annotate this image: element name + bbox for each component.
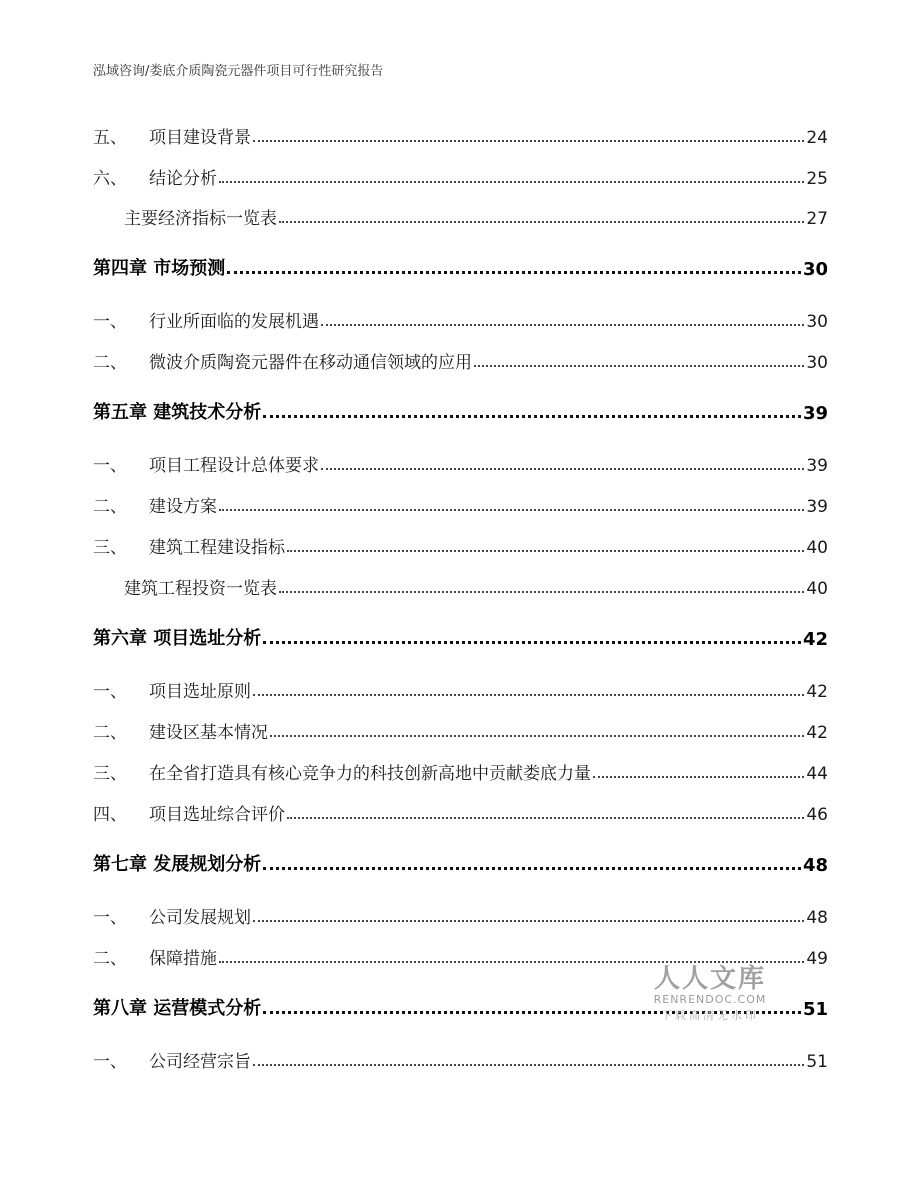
toc-entry-label: 保障措施	[149, 949, 217, 969]
toc-chapter-page: 48	[802, 855, 828, 876]
toc-entry-number: 五、	[93, 128, 127, 148]
toc-entry-label: 项目工程设计总体要求	[149, 456, 319, 476]
toc-entry-number: 二、	[93, 949, 127, 969]
dot-leader	[279, 591, 804, 593]
dot-leader	[253, 140, 804, 142]
toc-entry[interactable]	[124, 203, 828, 229]
dot-leader	[287, 817, 804, 819]
toc-entry-number: 二、	[93, 353, 127, 373]
toc-entry[interactable]	[93, 491, 828, 517]
dot-leader	[253, 1064, 804, 1066]
toc-entry-page: 46	[806, 805, 828, 825]
toc-chapter-label: 第四章 市场预测	[93, 258, 226, 279]
toc-entry-number: 一、	[93, 908, 127, 928]
toc-chapter-label: 第八章 运营模式分析	[93, 998, 262, 1019]
toc-entry-page: 25	[806, 169, 828, 189]
toc-entry-number: 三、	[93, 538, 127, 558]
toc-entry[interactable]	[93, 450, 828, 476]
toc-entry-number: 二、	[93, 723, 127, 743]
toc-entry-number: 二、	[93, 497, 127, 517]
toc-entry-label: 行业所面临的发展机遇	[149, 312, 319, 332]
toc-entry[interactable]	[93, 122, 828, 148]
toc-chapter-page: 42	[802, 629, 828, 650]
dot-leader	[263, 415, 801, 418]
dot-leader	[279, 221, 804, 223]
toc-entry-page: 27	[806, 209, 828, 229]
dot-leader	[219, 181, 804, 183]
toc-entry-page: 44	[806, 764, 828, 784]
toc-chapter-label: 第五章 建筑技术分析	[93, 402, 262, 423]
toc-entry-number: 一、	[93, 456, 127, 476]
toc-entry-label: 结论分析	[149, 169, 217, 189]
toc-chapter-page: 30	[802, 259, 828, 280]
dot-leader	[219, 509, 804, 511]
dot-leader	[263, 641, 801, 644]
toc-entry[interactable]	[93, 902, 828, 928]
toc-entry-number: 六、	[93, 169, 127, 189]
dot-leader	[227, 271, 801, 274]
toc-entry-page: 40	[806, 538, 828, 558]
toc-entry-page: 48	[806, 908, 828, 928]
toc-chapter[interactable]	[93, 624, 828, 650]
toc-entry[interactable]	[93, 347, 828, 373]
toc-entry-label: 建筑工程投资一览表	[124, 579, 277, 599]
toc-entry-label: 在全省打造具有核心竞争力的科技创新高地中贡献娄底力量	[149, 764, 591, 784]
toc-entry-label: 建筑工程建设指标	[149, 538, 285, 558]
toc-entry[interactable]	[93, 163, 828, 189]
toc-entry-page: 39	[806, 456, 828, 476]
watermark-url: RENRENDOC.COM	[653, 993, 767, 1006]
toc-entry-label: 项目建设背景	[149, 128, 251, 148]
toc-entry-label: 主要经济指标一览表	[124, 209, 277, 229]
dot-leader	[253, 920, 804, 922]
toc-entry-number: 三、	[93, 764, 127, 784]
toc-entry-label: 公司发展规划	[149, 908, 251, 928]
toc-entry-number: 四、	[93, 805, 127, 825]
toc-entry-page: 39	[806, 497, 828, 517]
toc-entry-page: 30	[806, 353, 828, 373]
toc-entry[interactable]	[93, 758, 828, 784]
toc-entry-number: 一、	[93, 682, 127, 702]
dot-leader	[593, 776, 804, 778]
toc-entry-page: 49	[806, 949, 828, 969]
toc-entry-page: 42	[806, 723, 828, 743]
toc-entry-label: 项目选址综合评价	[149, 805, 285, 825]
toc-entry-number: 一、	[93, 1052, 127, 1072]
dot-leader	[287, 550, 804, 552]
toc-entry[interactable]	[93, 1046, 828, 1072]
watermark-slogan: 下载高清无水印	[661, 1009, 759, 1022]
toc-entry-page: 42	[806, 682, 828, 702]
dot-leader	[263, 867, 801, 870]
toc-chapter-page: 51	[802, 999, 828, 1020]
toc-entry[interactable]	[93, 676, 828, 702]
toc-entry-page: 30	[806, 312, 828, 332]
toc-chapter[interactable]	[93, 398, 828, 424]
dot-leader	[321, 324, 804, 326]
toc-entry-page: 51	[806, 1052, 828, 1072]
watermark-title: 人人文库	[653, 964, 766, 994]
toc-chapter[interactable]	[93, 850, 828, 876]
dot-leader	[270, 735, 804, 737]
toc-entry[interactable]	[93, 306, 828, 332]
toc-entry[interactable]	[93, 717, 828, 743]
dot-leader	[474, 365, 804, 367]
dot-leader	[321, 468, 804, 470]
running-header: 泓域咨询/娄底介质陶瓷元器件项目可行性研究报告	[93, 64, 384, 79]
toc-entry[interactable]	[93, 799, 828, 825]
toc-entry-page: 24	[806, 128, 828, 148]
toc-entry-label: 建设区基本情况	[149, 723, 268, 743]
toc-entry-page: 40	[806, 579, 828, 599]
toc-entry-label: 微波介质陶瓷元器件在移动通信领域的应用	[149, 353, 472, 373]
toc-chapter-page: 39	[802, 403, 828, 424]
toc-entry[interactable]	[93, 532, 828, 558]
toc-entry-label: 建设方案	[149, 497, 217, 517]
toc-entry-label: 项目选址原则	[149, 682, 251, 702]
toc-entry[interactable]	[124, 573, 828, 599]
watermark	[648, 958, 772, 1023]
toc-chapter-label: 第六章 项目选址分析	[93, 628, 262, 649]
dot-leader	[253, 694, 804, 696]
toc-chapter[interactable]	[93, 254, 828, 280]
toc-entry-number: 一、	[93, 312, 127, 332]
toc-chapter-label: 第七章 发展规划分析	[93, 854, 262, 875]
toc-entry-label: 公司经营宗旨	[149, 1052, 251, 1072]
